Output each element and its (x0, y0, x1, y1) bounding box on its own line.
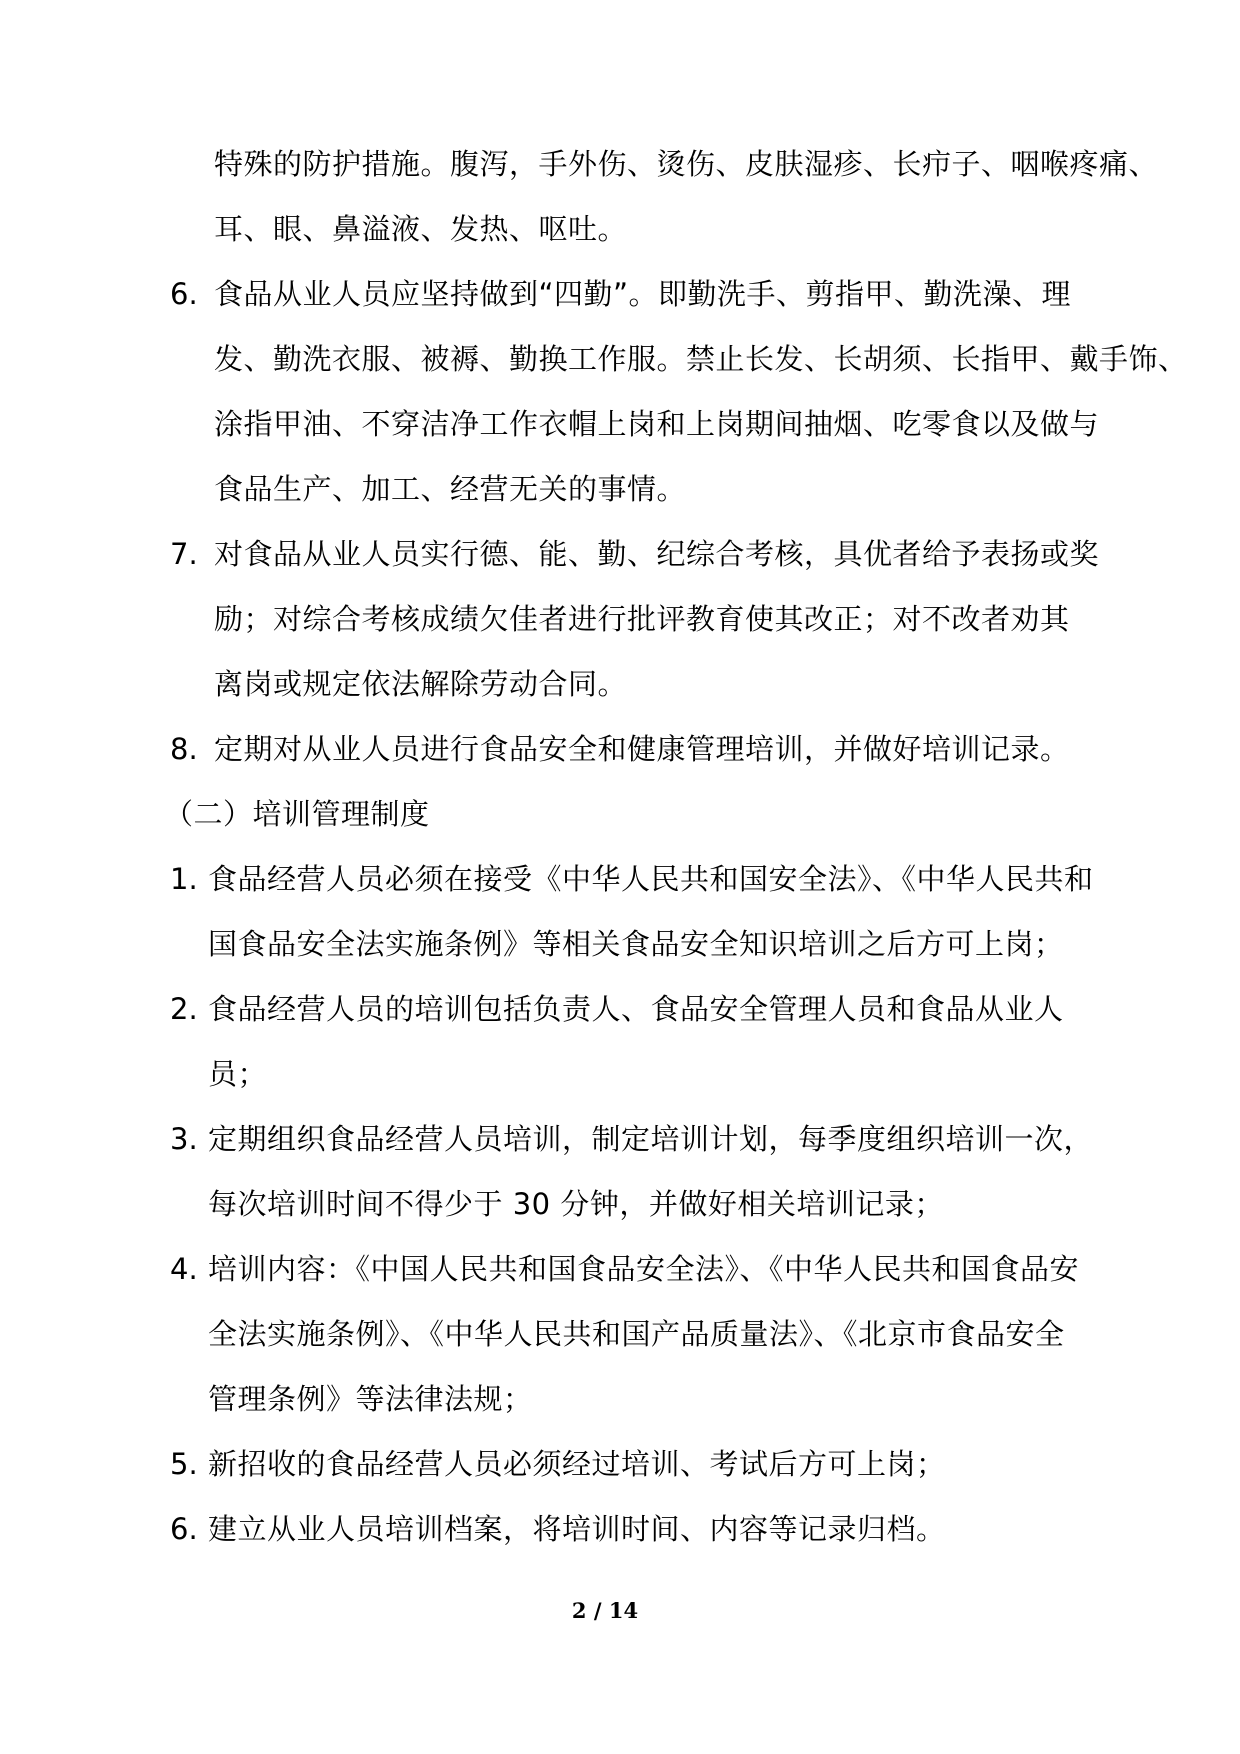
item6-line-3: 涂指甲油、不穿洁净工作衣帽上岗和上岗期间抽烟、吃零食以及做与 (214, 407, 1100, 441)
s2-item5-number: 5. (170, 1447, 198, 1481)
item7-line-1: 对食品从业人员实行德、能、勤、纪综合考核，具优者给予表扬或奖 (214, 537, 1100, 571)
item6-number: 6. (170, 277, 198, 311)
s2-item1-line-1: 食品经营人员必须在接受《中华人民共和国安全法》、《中华人民共和 (208, 862, 1094, 896)
s2-item6-line-1: 建立从业人员培训档案，将培训时间、内容等记录归档。 (208, 1512, 946, 1546)
item7-line-3: 离岗或规定依法解除劳动合同。 (214, 667, 628, 701)
item6-line-1: 食品从业人员应坚持做到“四勤”。即勤洗手、剪指甲、勤洗澡、理 (214, 277, 1072, 311)
item5-tail-line-1: 特殊的防护措施。腹泻，手外伤、烫伤、皮肤湿疹、长疖子、咽喉疼痛、 (214, 147, 1159, 181)
s2-item5-line-1: 新招收的食品经营人员必须经过培训、考试后方可上岗； (208, 1447, 946, 1481)
item8-number: 8. (170, 732, 198, 766)
page-number: 2 / 14 (571, 1598, 639, 1623)
s2-item4-number: 4. (170, 1252, 198, 1286)
s2-item4-line-1: 培训内容：《中国人民共和国食品安全法》、《中华人民共和国食品安 (208, 1252, 1080, 1286)
s2-item2-number: 2. (170, 992, 198, 1026)
s2-item4-line-3: 管理条例》等法律法规； (208, 1382, 533, 1416)
item7-number: 7. (170, 537, 198, 571)
item5-tail-line-2: 耳、眼、鼻溢液、发热、呕吐。 (214, 212, 628, 246)
item6-line-4: 食品生产、加工、经营无关的事情。 (214, 472, 687, 506)
s2-item2-line-2: 员； (208, 1057, 268, 1091)
s2-item3-number: 3. (170, 1122, 198, 1156)
s2-item4-line-2: 全法实施条例》、《中华人民共和国产品质量法》、《北京市食品安全 (208, 1317, 1065, 1351)
s2-item2-line-1: 食品经营人员的培训包括负责人、食品安全管理人员和食品从业人 (208, 992, 1064, 1026)
item8-line-1: 定期对从业人员进行食品安全和健康管理培训，并做好培训记录。 (214, 732, 1070, 766)
item6-line-2: 发、勤洗衣服、被褥、勤换工作服。禁止长发、长胡须、长指甲、戴手饰、 (214, 342, 1188, 376)
s2-item3-line-2: 每次培训时间不得少于 30 分钟，并做好相关培训记录； (208, 1187, 944, 1221)
s2-item6-number: 6. (170, 1512, 198, 1546)
s2-item1-line-2: 国食品安全法实施条例》等相关食品安全知识培训之后方可上岗； (208, 927, 1064, 961)
s2-item3-line-1: 定期组织食品经营人员培训，制定培训计划，每季度组织培训一次， (208, 1122, 1094, 1156)
section2-heading: （二）培训管理制度 (164, 797, 430, 831)
item7-line-2: 励；对综合考核成绩欠佳者进行批评教育使其改正；对不改者劝其 (214, 602, 1070, 636)
s2-item1-number: 1. (170, 862, 198, 896)
